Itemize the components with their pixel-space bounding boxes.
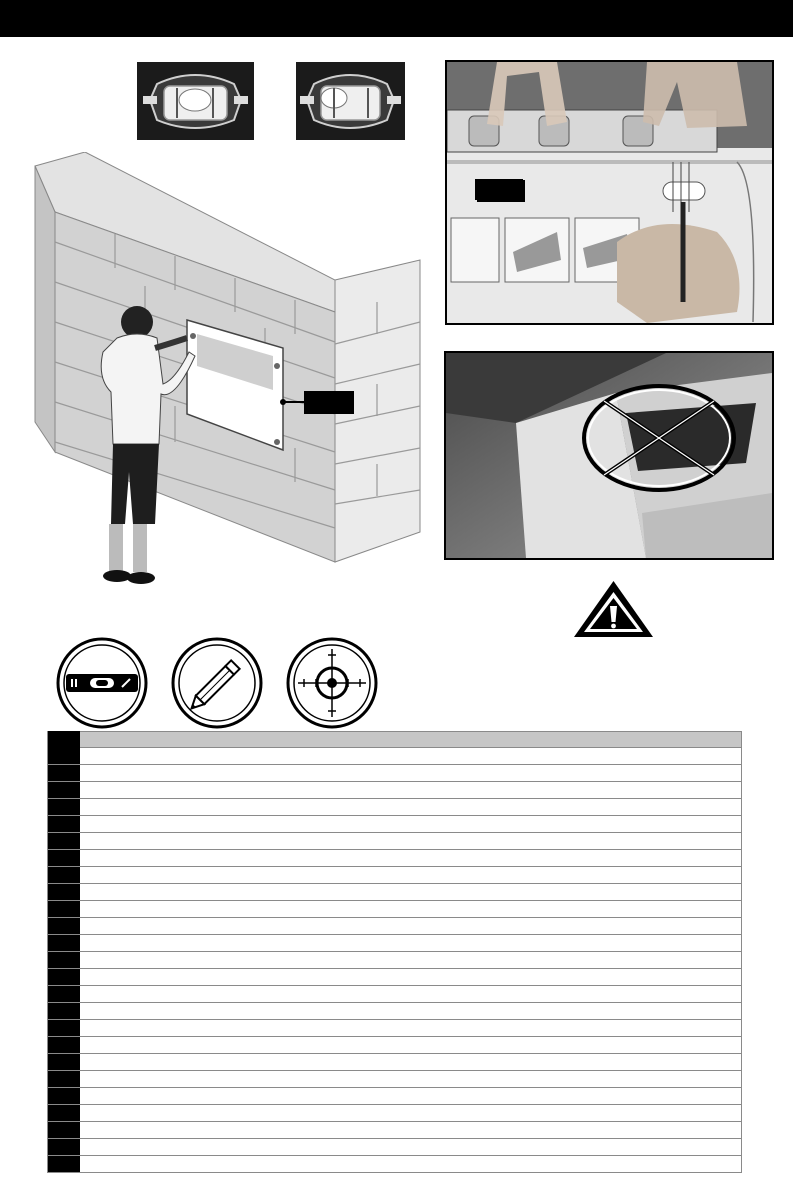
table-row [47,1071,742,1088]
row-number-cell [48,816,80,832]
target-tool-icon [286,637,378,729]
row-number-cell [48,901,80,917]
table-row [47,952,742,969]
top-header-bar [0,0,793,37]
table-row [47,765,742,782]
table-row [47,901,742,918]
table-header-row [47,731,742,748]
row-number-cell [48,867,80,883]
row-number-cell [48,969,80,985]
level-tool-icon [56,637,148,729]
row-number-cell [48,1139,80,1155]
table-row [47,1037,742,1054]
row-number-cell [48,833,80,849]
row-number-cell [48,1054,80,1070]
table-row [47,748,742,765]
table-row [47,799,742,816]
table-row [47,884,742,901]
table-row [47,833,742,850]
table-row [47,1122,742,1139]
table-row [47,1156,742,1173]
level-vial-offset-image [296,62,405,140]
row-number-cell [48,782,80,798]
table-row [47,1003,742,1020]
table-row [47,1139,742,1156]
row-number-cell [48,918,80,934]
row-number-cell [48,986,80,1002]
photo-callout-label [475,179,523,200]
row-number-cell [48,731,80,748]
row-number-cell [48,1122,80,1138]
table-row [47,1088,742,1105]
table-row [47,918,742,935]
row-number-cell [48,935,80,951]
table-row [47,986,742,1003]
wall-install-illustration [25,152,435,592]
row-number-cell [48,1088,80,1104]
instruction-lines-table [47,731,742,1181]
table-row [47,935,742,952]
row-number-cell [48,1003,80,1019]
row-number-cell [48,1020,80,1036]
row-number-cell [48,952,80,968]
table-row [47,867,742,884]
pencil-tool-icon [171,637,263,729]
row-number-cell [48,748,80,764]
table-row [47,1020,742,1037]
table-row [47,782,742,799]
row-number-cell [48,1105,80,1121]
row-number-cell [48,765,80,781]
table-row [47,816,742,833]
table-row [47,850,742,867]
row-number-cell [48,1071,80,1087]
template-callout-label [304,391,354,414]
table-row [47,1105,742,1122]
photo-wall-corner [444,351,774,560]
row-number-cell [48,1156,80,1172]
table-row [47,1054,742,1071]
row-number-cell [48,850,80,866]
level-vial-centered-image [137,62,254,140]
warning-icon [571,578,656,640]
row-number-cell [48,884,80,900]
row-number-cell [48,799,80,815]
table-row [47,969,742,986]
row-number-cell [48,1037,80,1053]
